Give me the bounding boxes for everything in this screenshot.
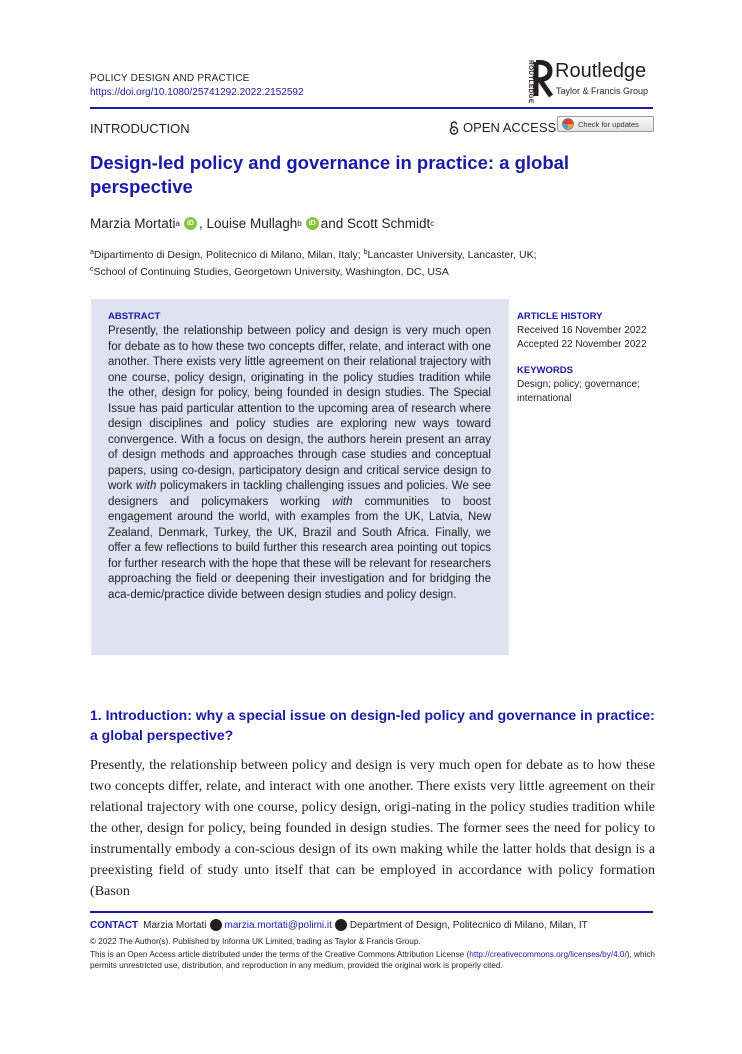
section-heading: 1. Introduction: why a special issue on design-led policy and governance in practice: a global perspective? bbox=[90, 707, 655, 743]
abstract-part: Presently, the relationship between policy and design is very much open for debate as to how these two concepts differ, relate, and interact with one another. There exists very little agreement on their relational trajectory with one course, policy design, originating in the policy studies tradition while the other, design for policy, being founded in design studies. The Special Issue has paid particular attention to the upcoming area of research where design disciplines and policy studies are exploring new ways toward convergence. With a focus on design, the authors herein present an array of design methods and approaches through case studies and conceptual papers, using co-design, participatory design and critical service design to work bbox=[108, 325, 491, 492]
contact-email[interactable]: marzia.mortati@polimi.it bbox=[224, 919, 332, 931]
abstract-part: policymakers in tackling challenging issues and policies. We see designers and policymakers working bbox=[108, 480, 492, 508]
contact-address: Department of Design, Politecnico di Milano, Milan, IT bbox=[349, 919, 588, 931]
email-icon bbox=[210, 919, 222, 931]
publisher-name: Routledge bbox=[555, 60, 647, 82]
section-label: INTRODUCTION bbox=[90, 121, 190, 136]
affil-sup: a bbox=[90, 249, 94, 256]
author-name[interactable]: Marzia Mortati bbox=[90, 216, 176, 231]
orcid-icon[interactable]: iD bbox=[306, 217, 319, 230]
contact-name: Marzia Mortati bbox=[143, 919, 207, 931]
affiliation-b: Lancaster University, Lancaster, UK; bbox=[367, 249, 537, 261]
affiliations bbox=[90, 246, 655, 279]
publisher-logo[interactable] bbox=[522, 58, 662, 104]
author-affil-sup: c bbox=[430, 219, 435, 228]
copyright-line: © 2022 The Author(s). Published by Informa UK Limited, trading as Taylor & Francis Group. bbox=[90, 937, 421, 946]
abstract-heading: ABSTRACT bbox=[108, 311, 161, 322]
journal-name: POLICY DESIGN AND PRACTICE bbox=[90, 73, 250, 84]
accepted-date: Accepted 22 November 2022 bbox=[517, 339, 647, 350]
publisher-subtitle: Taylor & Francis Group bbox=[556, 86, 649, 96]
address-icon bbox=[335, 919, 347, 931]
author-affil-sup: b bbox=[297, 219, 302, 228]
open-access-badge bbox=[449, 120, 556, 135]
affil-sup: c bbox=[90, 265, 94, 273]
footer-rule bbox=[90, 911, 653, 913]
author-affil-sup: a bbox=[175, 219, 180, 228]
abstract-part: communities to boost engagement around the world, with examples from the UK, Latvia, New Zealand, Denmark, Turkey, the UK, Brazil and South Africa. Finally, we offer a few reflections to build further this research area pointing out topics for further research with the hope that these will be relevant for researchers approaching the field or deepening their investigation and for bridging the aca-demic/practice divide between design studies and policy design. bbox=[108, 495, 491, 601]
publisher-vertical-text: ROUTLEDGE bbox=[527, 60, 534, 104]
doi-link[interactable]: https://doi.org/10.1080/25741292.2022.2152592 bbox=[90, 87, 304, 98]
keywords-heading: KEYWORDS bbox=[517, 365, 573, 376]
abstract-emphasis: with bbox=[332, 495, 353, 508]
open-access-lock-icon bbox=[449, 121, 459, 135]
abstract-text bbox=[108, 324, 491, 603]
affiliation-c: School of Continuing Studies, Georgetown University, Washington, DC, USA bbox=[93, 265, 449, 278]
keywords-line: international bbox=[517, 393, 572, 404]
keywords-line: Design; policy; governance; bbox=[517, 379, 640, 390]
license-part: ), which permits unrestricted use, distribution, and reproduction in any medium, provided the original work is properly cited. bbox=[90, 950, 655, 970]
contact-line bbox=[90, 919, 588, 931]
license-text bbox=[90, 949, 655, 971]
contact-label: CONTACT bbox=[90, 919, 139, 931]
check-for-updates-label: Check for updates bbox=[578, 119, 639, 129]
check-for-updates-button[interactable] bbox=[557, 116, 654, 132]
license-part: This is an Open Access article distributed under the terms of the Creative Commons Attribution License ( bbox=[90, 950, 470, 959]
affil-sup: b bbox=[363, 249, 368, 256]
crossmark-icon bbox=[562, 118, 574, 130]
orcid-icon[interactable]: iD bbox=[184, 217, 197, 230]
article-history-heading: ARTICLE HISTORY bbox=[517, 311, 603, 322]
article-title: Design-led policy and governance in practice: a global perspective bbox=[90, 152, 570, 197]
abstract-emphasis: with bbox=[135, 480, 157, 492]
author-name[interactable]: , Louise Mullagh bbox=[198, 216, 298, 231]
author-list bbox=[90, 216, 434, 231]
body-paragraph: Presently, the relationship between policy and design is very much open for debate as to how these two concepts differ, relate, and interact with one another. There exists very little agreement on their relational trajectory with one course, policy design, origi-nating in the policy studies tradition while the other, design for policy, being founded in design studies. The former sees the need for policy to instrumentally embody a con-scious design of its own making while the latter holds that design is a preexisting field of study unto itself that can be employed in accordance with policy formation (Bason bbox=[90, 757, 655, 899]
affiliation-a: Dipartimento di Design, Politecnico di Milano, Milan, Italy; bbox=[93, 249, 364, 261]
license-link[interactable]: http://creativecommons.org/licenses/by/4.0/ bbox=[469, 950, 627, 959]
received-date: Received 16 November 2022 bbox=[517, 325, 647, 336]
open-access-label: OPEN ACCESS bbox=[463, 120, 557, 135]
author-name[interactable]: and Scott Schmidt bbox=[320, 216, 431, 231]
header-rule bbox=[90, 107, 653, 109]
